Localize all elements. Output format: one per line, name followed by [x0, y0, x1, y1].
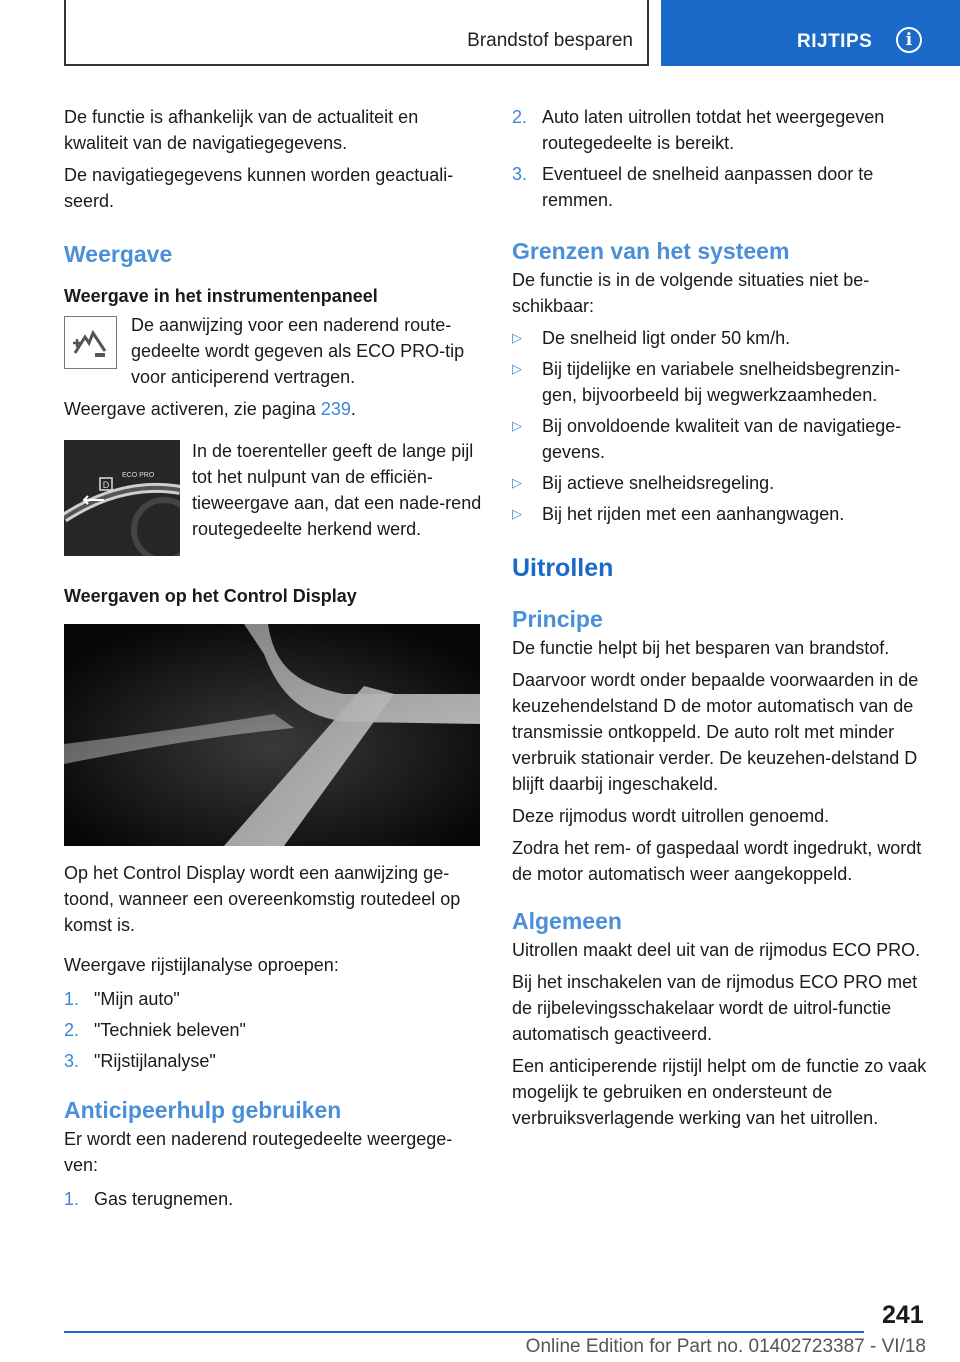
step-text: Gas terugnemen. — [94, 1189, 234, 1209]
limit-text: Bij tijdelijke en variabele snelheidsbegrenzin‐gen, bijvoorbeeld bij wegwerkzaamheden. — [542, 359, 901, 405]
analysis-step[interactable] — [64, 986, 482, 1012]
footer-edition: Online Edition for Part no. 01402723387 - VI/18 — [525, 1336, 926, 1357]
analysis-step[interactable] — [64, 1048, 482, 1074]
intro-paragraph-1: De functie is afhankelijk van de actualiteit en kwaliteit van de navigatiegegevens. — [64, 107, 419, 153]
left-column — [64, 104, 482, 1217]
anticipate-steps-continued — [512, 104, 932, 213]
intro-paragraph-2: De navigatiegegevens kunnen worden geactuali‐seerd. — [64, 165, 454, 211]
section-title: Brandstof besparen — [467, 30, 633, 51]
step-number: 3. — [512, 164, 528, 184]
limit-text: De snelheid ligt onder 50 km/h. — [542, 328, 791, 348]
algemeen-paragraph-2: Bij het inschakelen van de rijmodus ECO PRO met de rijbelevingsschakelaar wordt de uitrol‐functie automatisch geactiveerd. — [512, 972, 918, 1044]
limit-text: Bij onvoldoende kwaliteit van de navigatiege‐gevens. — [542, 416, 902, 462]
triangle-bullet-icon: ▷ — [512, 506, 522, 521]
cluster-block — [64, 438, 482, 554]
limit-item — [512, 413, 932, 465]
heading-uitrollen: Uitrollen — [512, 554, 614, 582]
anticipate-intro: Er wordt een naderend routegedeelte weergege‐ven: — [64, 1129, 453, 1175]
step-number: 2. — [64, 1020, 80, 1040]
header-section-box — [64, 0, 649, 66]
limit-item — [512, 501, 932, 527]
limits-list — [512, 325, 932, 527]
algemeen-paragraph-1: Uitrollen maakt deel uit van de rijmodus ECO PRO. — [512, 940, 921, 960]
limit-item — [512, 470, 932, 496]
footer-divider — [64, 1331, 864, 1333]
cluster-text: In de toerenteller geeft de lange pijl tot het nulpunt van de efficiën‐tieweergave aan, dat een nade‐rend routegedeelte herkend werd. — [192, 441, 482, 539]
limit-text: Bij het rijden met een aanhangwagen. — [542, 504, 845, 524]
principe-paragraph-2: Daarvoor wordt onder bepaalde voorwaarden in de keuzehendelstand D de motor automatisch van de transmissie ontkoppeld. De auto rolt met minder verbruik stationair verder. De keuzehen‐delstand D blijft daarbij ingeschakeld. — [512, 670, 919, 794]
step-number: 2. — [512, 107, 528, 127]
limits-intro: De functie is in de volgende situaties niet be‐schikbaar: — [512, 270, 870, 316]
limit-item — [512, 356, 932, 408]
control-display-image — [64, 624, 480, 846]
analysis-intro: Weergave rijstijlanalyse oproepen: — [64, 955, 339, 975]
step-text: Eventueel de snelheid aanpassen door te remmen. — [542, 164, 874, 210]
step-text: "Mijn auto" — [94, 989, 180, 1009]
step-number: 1. — [64, 1189, 80, 1209]
step-number: 1. — [64, 989, 80, 1009]
heading-weergave: Weergave — [64, 241, 173, 267]
principe-paragraph-1: De functie helpt bij het besparen van brandstof. — [512, 638, 890, 658]
activate-suffix: . — [350, 399, 356, 419]
step-number: 3. — [64, 1051, 80, 1071]
heading-principe: Principe — [512, 606, 603, 632]
control-display-text: Op het Control Display wordt een aanwijzing ge‐toond, wanneer een overeenkomstig routedeel op komst is. — [64, 863, 461, 935]
chapter-tab[interactable] — [661, 0, 960, 66]
eco-tip-text: De aanwijzing voor een naderend route‐gedeelte wordt gegeven als ECO PRO-tip voor anticiperend vertragen. — [131, 315, 465, 387]
analysis-step[interactable] — [64, 1017, 482, 1043]
cluster-d-label: D — [102, 480, 110, 490]
heading-system-limits: Grenzen van het systeem — [512, 238, 790, 264]
activate-paragraph — [64, 396, 482, 422]
step-text: "Rijstijlanalyse" — [94, 1051, 216, 1071]
heading-anticipate: Anticipeerhulp gebruiken — [64, 1097, 342, 1123]
anticipate-steps — [64, 1186, 482, 1212]
chapter-tab-label: RIJTIPS — [797, 31, 873, 52]
step-text: "Techniek beleven" — [94, 1020, 246, 1040]
eco-tip-road-icon — [64, 316, 117, 369]
algemeen-paragraph-3: Een anticiperende rijstijl helpt om de functie zo vaak mogelijk te gebruiken en ondersteunt de verbruiksverlagende werking van het uitrollen. — [512, 1056, 927, 1128]
eco-tip-block — [64, 312, 482, 390]
heading-algemeen: Algemeen — [512, 908, 622, 934]
cluster-eco-label: ECO PRO — [122, 472, 155, 479]
limit-text: Bij actieve snelheidsregeling. — [542, 473, 775, 493]
principe-paragraph-4: Zodra het rem- of gaspedaal wordt ingedrukt, wordt de motor automatisch weer aangekoppeld. — [512, 838, 922, 884]
page-number: 241 — [882, 1301, 924, 1329]
step-text: Auto laten uitrollen totdat het weergegeven routegedeelte is bereikt. — [542, 107, 885, 153]
right-column — [512, 104, 932, 1137]
principe-paragraph-3: Deze rijmodus wordt uitrollen genoemd. — [512, 806, 830, 826]
info-icon[interactable]: i — [896, 27, 922, 53]
triangle-bullet-icon: ▷ — [512, 475, 522, 490]
page-link-239[interactable]: 239 — [320, 399, 351, 419]
anticipate-step — [512, 104, 932, 156]
heading-control-display: Weergaven op het Control Display — [64, 586, 357, 606]
triangle-bullet-icon: ▷ — [512, 330, 522, 345]
anticipate-step — [64, 1186, 482, 1212]
triangle-bullet-icon: ▷ — [512, 418, 522, 433]
heading-instrument-panel: Weergave in het instrumentenpaneel — [64, 286, 378, 306]
rev-counter-image — [64, 440, 180, 556]
triangle-bullet-icon: ▷ — [512, 361, 522, 376]
activate-text: Weergave activeren, zie pagina — [64, 399, 316, 419]
limit-item — [512, 325, 932, 351]
analysis-steps — [64, 986, 482, 1074]
anticipate-step — [512, 161, 932, 213]
